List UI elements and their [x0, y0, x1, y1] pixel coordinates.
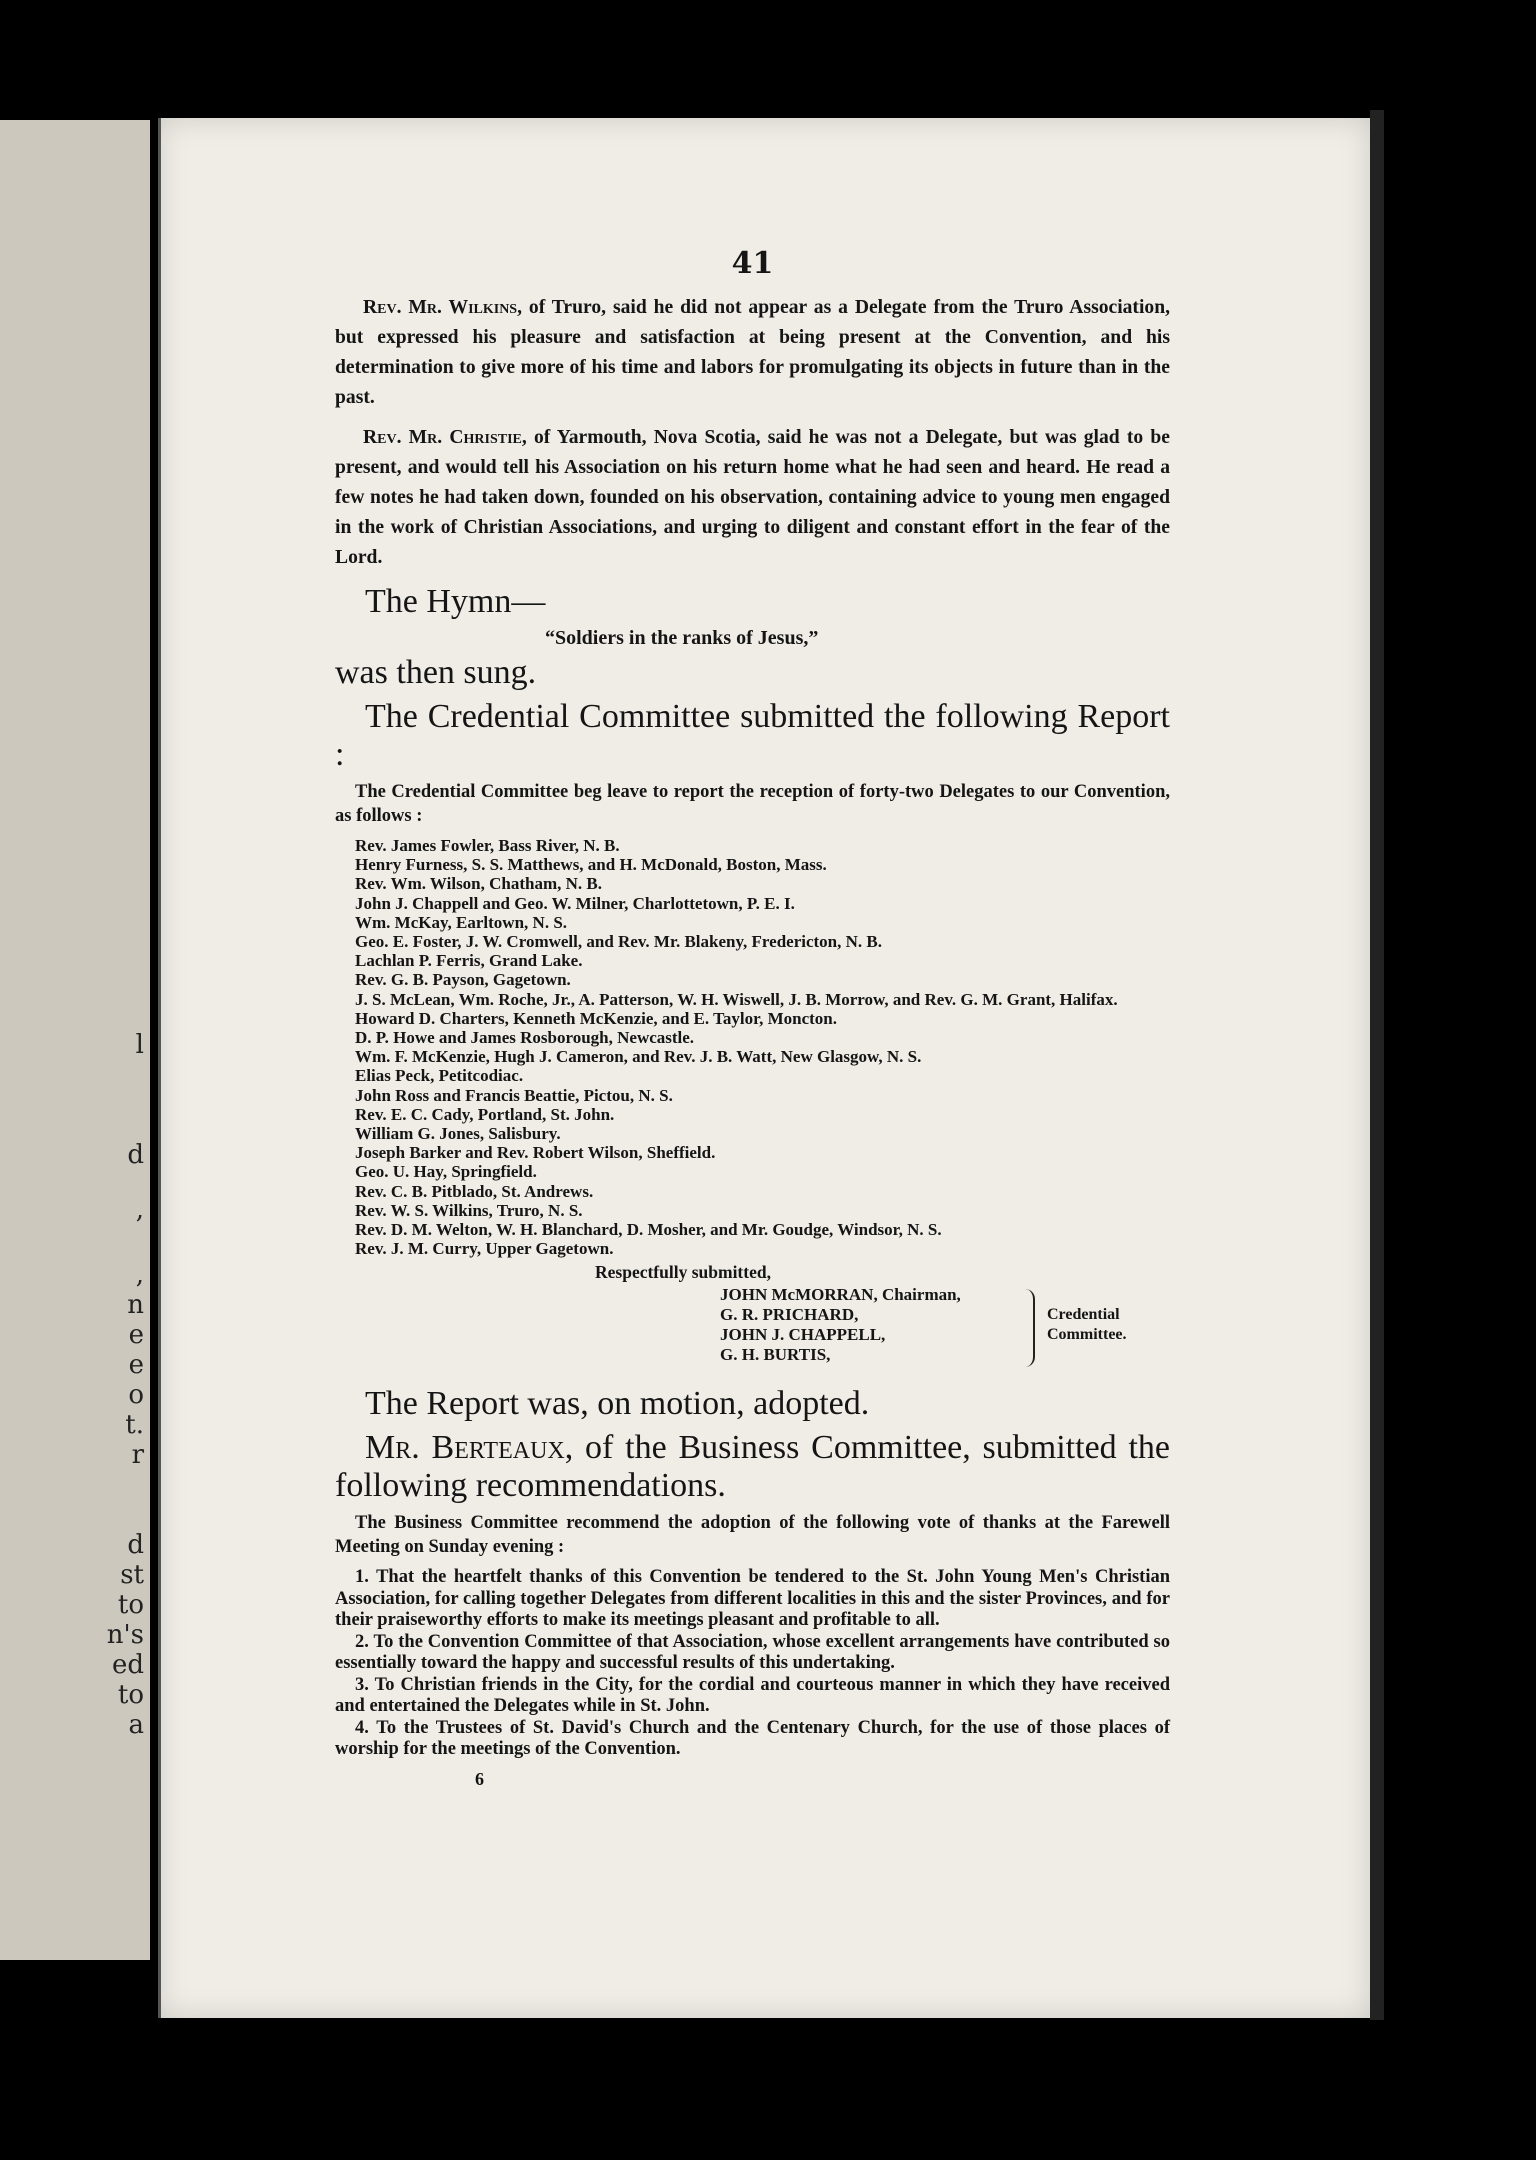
paragraph-wilkins [335, 293, 1170, 413]
berteaux-heading [335, 1429, 1170, 1505]
facing-page-fragment: , [135, 1260, 144, 1290]
report-adopted: The Report was, on motion, adopted. [365, 1385, 870, 1423]
credential-intro: The Credential Committee beg leave to report the reception of forty-two Delegates to our Convention, as follows : [335, 782, 1170, 826]
facing-page-fragment: to [117, 1590, 144, 1620]
facing-page-edge [0, 120, 150, 1960]
resolution: 2. To the Convention Committee of that Association, whose excellent arrangements have contributed so essentially toward the happy and successful results of this undertaking. [335, 1631, 1170, 1674]
delegate-entry: John Ross and Francis Beattie, Pictou, N. S. [355, 1085, 673, 1105]
gutter-line [158, 118, 161, 2018]
page-right-edge [1370, 110, 1384, 2020]
page-number: 41 [731, 246, 774, 281]
facing-page-fragment: ed [111, 1650, 144, 1680]
facing-page-fragment: to [117, 1680, 144, 1710]
resolution: 4. To the Trustees of St. David's Church and the Centenary Church, for the use of those places of worship for the meetings of the Convention. [335, 1717, 1170, 1760]
committee-label-line: Committee. [1047, 1326, 1127, 1344]
facing-page-fragment: st [120, 1560, 144, 1590]
signer-name: JOHN J. CHAPPELL, [720, 1325, 886, 1345]
delegate-list [355, 836, 1170, 1258]
hymn-title: “Soldiers in the ranks of Jesus,” [545, 627, 819, 649]
facing-page-fragment: e [128, 1350, 144, 1380]
delegate-entry: Henry Furness, S. S. Matthews, and H. McDonald, Boston, Mass. [355, 855, 827, 875]
speaker-name: Rev. Mr. Christie [363, 427, 522, 448]
delegate-entry: Rev. Wm. Wilson, Chatham, N. B. [355, 874, 603, 894]
resolution: 3. To Christian friends in the City, for the cordial and courteous manner in which they have received and entertained the Delegates while in St. John. [335, 1674, 1170, 1717]
delegate-entry: Lachlan P. Ferris, Grand Lake. [355, 951, 583, 971]
signer-name: JOHN McMORRAN, Chairman, [720, 1285, 961, 1305]
page-content [335, 232, 1170, 1790]
hymn-intro: The Hymn— [365, 583, 546, 620]
committee-label-line: Credential [1047, 1306, 1120, 1324]
facing-page-fragment: r [131, 1440, 144, 1470]
respectfully-submitted: Respectfully submitted, [595, 1262, 771, 1283]
facing-page-fragment: a [128, 1710, 144, 1740]
facing-page-fragment: o [128, 1380, 144, 1410]
delegate-entry: J. S. McLean, Wm. Roche, Jr., A. Patterson, W. H. Wiswell, J. B. Morrow, and Rev. G. M. Grant, Halifax. [355, 989, 1118, 1009]
signature-mark: 6 [475, 1768, 484, 1789]
resolution: 1. That the heartfelt thanks of this Convention be tendered to the St. John Young Men's Christian Association, for calling together Delegates from different localities in this and the sister Provinces, and for their praiseworthy efforts to make its meetings pleasant and profitable to all. [335, 1567, 1170, 1631]
facing-page-fragment: , [135, 1195, 144, 1225]
delegate-entry: Joseph Barker and Rev. Robert Wilson, Sheffield. [355, 1143, 716, 1163]
signature-block [335, 1285, 1170, 1381]
delegate-entry: Howard D. Charters, Kenneth McKenzie, and E. Taylor, Moncton. [355, 1008, 837, 1028]
delegate-entry: Rev. C. B. Pitblado, St. Andrews. [355, 1181, 594, 1201]
credential-heading: The Credential Committee submitted the following Report : [335, 698, 1170, 773]
committee-label [1047, 1305, 1127, 1345]
facing-page-fragment: t. [125, 1410, 144, 1440]
heading-text: , of the Business Committee, submitted the following recommendations. [335, 1429, 1170, 1505]
delegate-entry: John J. Chappell and Geo. W. Milner, Charlottetown, P. E. I. [355, 893, 795, 913]
paragraph-text: , of Truro, said he did not appear as a Delegate from the Truro Association, but expressed his pleasure and satisfaction at being present at the Convention, and his determination to give more of his time and labors for promulgating its objects in future than in the past. [335, 297, 1170, 408]
business-intro: The Business Committee recommend the adoption of the following vote of thanks at the Farewell Meeting on Sunday evening : [335, 1513, 1170, 1558]
delegate-entry: Wm. F. McKenzie, Hugh J. Cameron, and Rev. J. B. Watt, New Glasgow, N. S. [355, 1047, 922, 1067]
facing-page-fragment: d [127, 1140, 144, 1170]
speaker-name: Mr. Berteaux [365, 1429, 565, 1467]
delegate-entry: Rev. James Fowler, Bass River, N. B. [355, 836, 620, 855]
delegate-entry: William G. Jones, Salisbury. [355, 1124, 561, 1144]
facing-page-fragment: d [127, 1530, 144, 1560]
speaker-name: Rev. Mr. Wilkins [363, 297, 518, 318]
facing-page-fragment: n's [106, 1620, 144, 1650]
delegate-entry: Geo. E. Foster, J. W. Cromwell, and Rev. Mr. Blakeny, Fredericton, N. B. [355, 932, 882, 952]
delegate-entry: Wm. McKay, Earltown, N. S. [355, 912, 568, 932]
paragraph-christie [335, 423, 1170, 573]
delegate-entry: Rev. W. S. Wilkins, Truro, N. S. [355, 1200, 583, 1220]
delegate-entry: D. P. Howe and James Rosborough, Newcastle. [355, 1028, 695, 1048]
delegate-entry: Rev. D. M. Welton, W. H. Blanchard, D. Mosher, and Mr. Goudge, Windsor, N. S. [355, 1220, 942, 1240]
delegate-entry: Elias Peck, Petitcodiac. [355, 1066, 524, 1086]
signer-name: G. R. PRICHARD, [720, 1305, 859, 1325]
hymn-outro: was then sung. [335, 654, 537, 691]
facing-page-fragment: e [128, 1320, 144, 1350]
delegate-entry: Rev. E. C. Cady, Portland, St. John. [355, 1104, 615, 1124]
facing-page-fragment: l [135, 1030, 144, 1060]
delegate-entry: Rev. G. B. Payson, Gagetown. [355, 970, 571, 990]
paragraph-text: , of Yarmouth, Nova Scotia, said he was not a Delegate, but was glad to be present, and would tell his Association on his return home what he had seen and heard. He read a few notes he had taken down, founded on his observation, containing advice to young men engaged in the work of Christian Associations, and urging to diligent and constant effort in the fear of the Lord. [335, 427, 1170, 568]
facing-page-fragment: n [127, 1290, 144, 1320]
brace [1023, 1289, 1035, 1367]
signer-list [720, 1285, 961, 1365]
resolution-list [335, 1567, 1170, 1761]
delegate-entry: Geo. U. Hay, Springfield. [355, 1162, 537, 1182]
delegate-entry: Rev. J. M. Curry, Upper Gagetown. [355, 1239, 614, 1259]
signer-name: G. H. BURTIS, [720, 1345, 831, 1365]
